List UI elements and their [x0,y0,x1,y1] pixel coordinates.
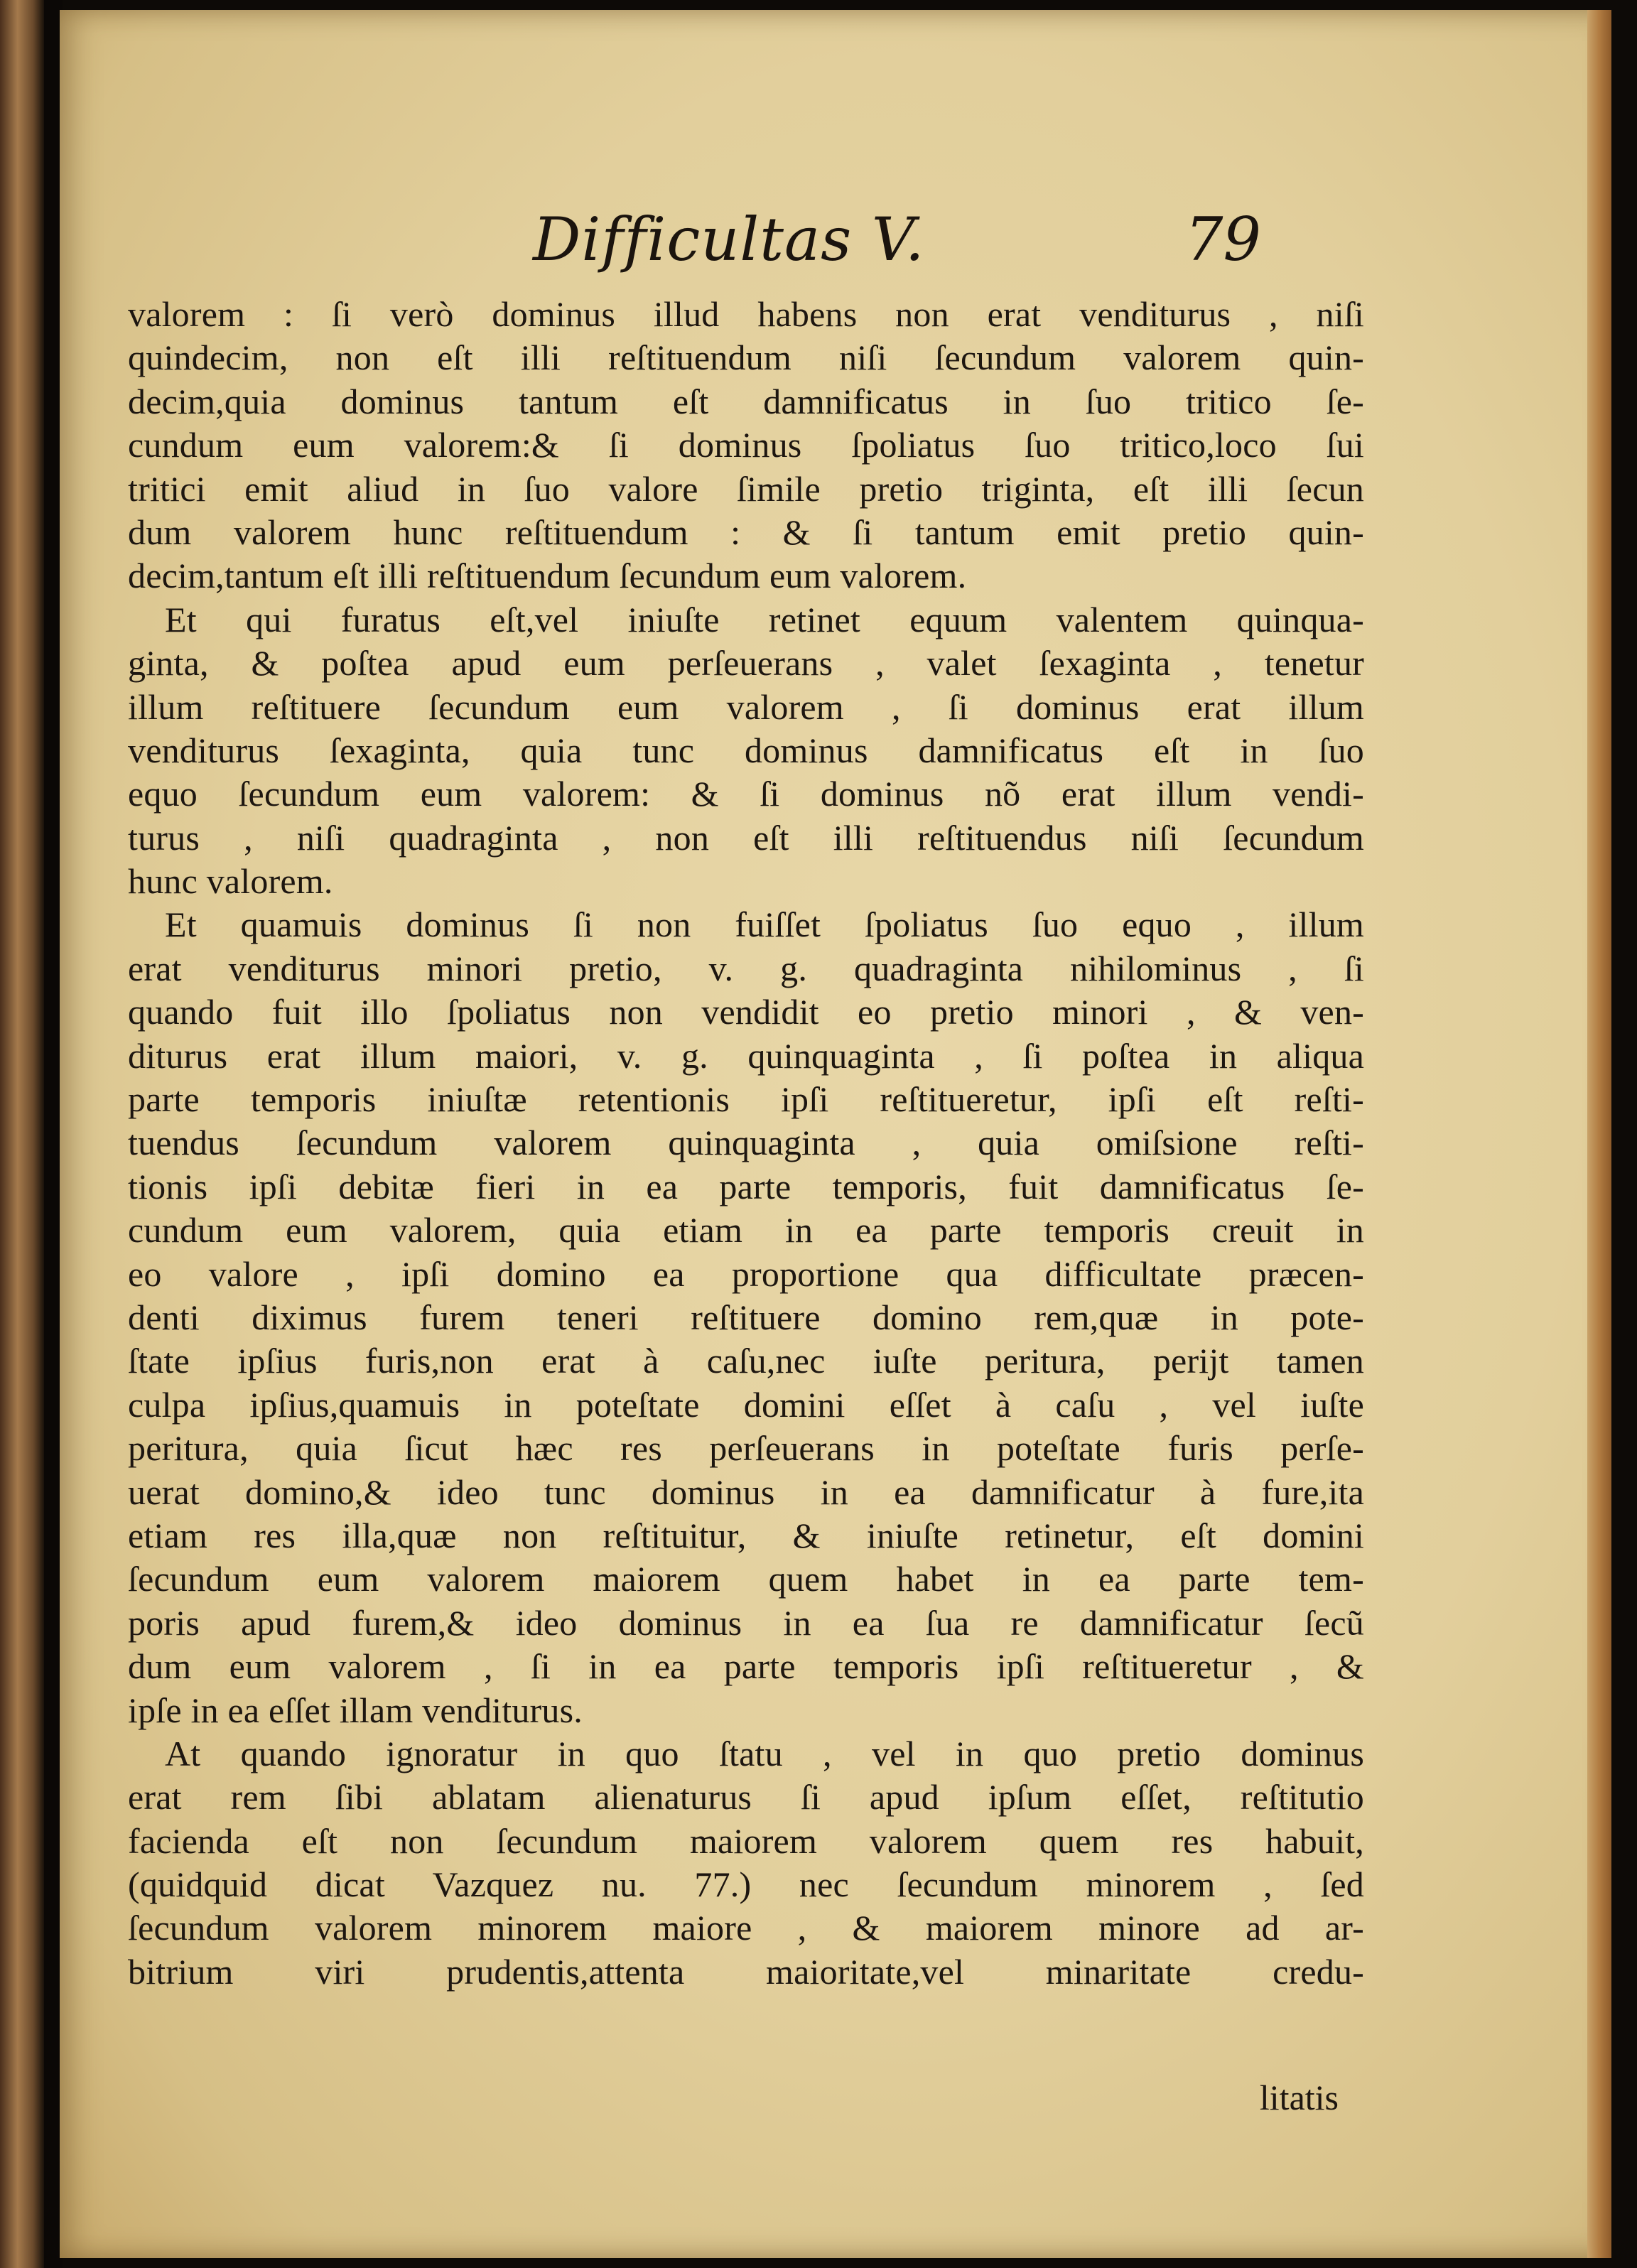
text-line: denti diximus furem teneri reſtituere domino rem,quæ in pote- [128,1297,1364,1337]
text-line: ſecundum eum valorem maiorem quem habet in ea parte tem- [128,1559,1364,1599]
text-line: diturus erat illum maiori, v. g. quinquaginta , ſi poſtea in aliqua [128,1035,1364,1076]
text-line: parte temporis iniuſtæ retentionis ipſi reſtitueretur, ipſi eſt reſti- [128,1079,1364,1120]
text-line: dum eum valorem , ſi in ea parte temporis ipſi reſtitueretur , & [128,1646,1364,1687]
text-line: ginta, & poſtea apud eum perſeuerans , valet ſexaginta , tenetur [128,643,1364,684]
text-line: decim,tantum eſt illi reſtituendum ſecundum eum valorem. [128,556,967,596]
text-line: At quando ignoratur in quo ſtatu , vel in quo pretio dominus [165,1733,1364,1773]
text-line: hunc valorem. [128,861,333,902]
text-line: cundum eum valorem:& ſi dominus ſpoliatus ſuo tritico,loco ſui [128,425,1364,465]
text-line: peritura, quia ſicut hæc res perſeuerans in poteſtate furis perſe- [128,1428,1364,1469]
text-line: venditurus ſexaginta, quia tunc dominus damnificatus eſt in ſuo [128,730,1364,770]
text-line: dum valorem hunc reſtituendum : & ſi tantum emit pretio quin- [128,512,1364,552]
text-line: poris apud furem,& ideo dominus in ea ſua re damnificatur ſecũ [128,1602,1364,1643]
text-line: facienda eſt non ſecundum maiorem valorem quem res habuit, [128,1820,1364,1861]
running-head-title: Difficultas V. [533,205,925,274]
text-line: ſecundum valorem minorem maiore , & maiorem minore ad ar- [128,1908,1364,1948]
text-line: erat rem ſibi ablatam alienaturus ſi apud ipſum eſſet, reſtitutio [128,1777,1364,1818]
text-line: Et qui furatus eſt,vel iniuſte retinet equum valentem quinqua- [165,599,1364,639]
text-line: tionis ipſi debitæ fieri in ea parte temporis, fuit damnificatus ſe- [128,1166,1364,1206]
text-line: illum reſtituere ſecundum eum valorem , ſi dominus erat illum [128,686,1364,727]
text-line: cundum eum valorem, quia etiam in ea parte temporis creuit in [128,1210,1364,1251]
text-line: eo valore , ipſi domino ea proportione qua difficultate præcen- [128,1253,1364,1294]
text-line: tuendus ſecundum valorem quinquaginta , quia omiſsione reſti- [128,1123,1364,1163]
text-line: ſtate ipſius furis,non erat à caſu,nec iuſte peritura, perijt tamen [128,1341,1364,1381]
running-head [60,200,1381,286]
book-page [60,10,1611,2258]
text-line: decim,quia dominus tantum eſt damnificatus in ſuo tritico ſe- [128,381,1364,421]
text-line: tritici emit aliud in ſuo valore ſimile pretio triginta, eſt illi ſecun [128,468,1364,509]
text-line: quindecim, non eſt illi reſtituendum niſi ſecundum valorem quin- [128,338,1364,378]
catchword: litatis [1259,2078,1339,2117]
text-line: equo ſecundum eum valorem: & ſi dominus nõ erat illum vendi- [128,774,1364,814]
page-fore-edge [1587,10,1611,2258]
page-number: 79 [1185,205,1261,274]
text-line: ipſe in ea eſſet illam venditurus. [128,1690,583,1730]
body-text [128,293,1364,1994]
text-line: valorem : ſi verò dominus illud habens non erat venditurus , niſi [128,294,1364,334]
text-line: bitrium viri prudentis,attenta maioritate,vel minaritate credu- [128,1951,1364,1992]
text-line: turus , niſi quadraginta , non eſt illi reſtituendus niſi ſecundum [128,817,1364,858]
text-line: uerat domino,& ideo tunc dominus in ea damnificatur à fure,ita [128,1472,1364,1512]
text-line: Et quamuis dominus ſi non fuiſſet ſpoliatus ſuo equo , illum [165,904,1364,945]
text-line: culpa ipſius,quamuis in poteſtate domini eſſet à caſu , vel iuſte [128,1384,1364,1425]
text-line: etiam res illa,quæ non reſtituitur, & iniuſte retinetur, eſt domini [128,1515,1364,1555]
facing-page-edge [0,0,44,2268]
text-line: erat venditurus minori pretio, v. g. quadraginta nihilominus , ſi [128,948,1364,988]
text-line: quando fuit illo ſpoliatus non vendidit eo pretio minori , & ven- [128,992,1364,1032]
text-line: (quidquid dicat Vazquez nu. 77.) nec ſecundum minorem , ſed [128,1864,1364,1905]
